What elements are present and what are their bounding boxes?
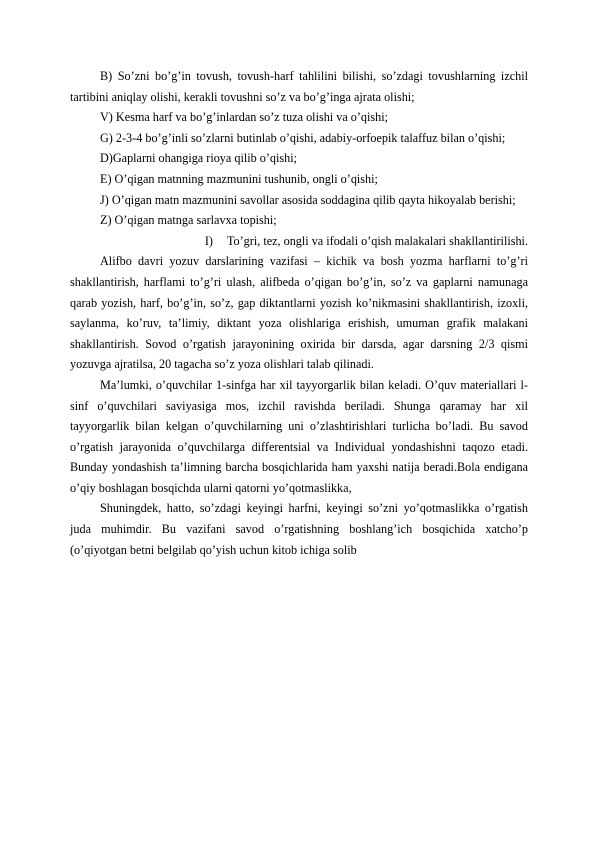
paragraph-alifbo: Alifbo davri yozuv darslarining vazifasi – kichik va bosh yozma harflarni to’g’ri shakllantirish, harflami to’g’ri ulash, alifbeda o’qigan bo’g’in, so’z va gaplarni namunaga qarab yozish, harf, bo’g’in, so’z, gap diktantlarni yozish ko’nikmasini shakllantirish, izoxli, saylanma, ko’ruv, ta’limiy, diktant yoza olishlariga erishish, umuman grafik malakani shakllantirish. Sovod o’rgatish jarayonining oxirida bir darsda, agar darsning 2/3 qismi yozuvga ajratilsa, 20 tagacha so’z yoza olishlari talab qilinadi. (70, 254, 528, 372)
paragraph-shuningdek: Shuningdek, hatto, so’zdagi keyingi harfni, keyingi so’zni yo’qotmaslikka o’rgatish juda muhimdir. Bu vazifani savod o’rgatishning boshlang’ich bosqichida xatcho’p (o’qiyotgan betni belgilab qo’yish uchun kitob ichiga solib (70, 501, 528, 557)
list-item-z: Z) O’qigan matnga sarlavxa topishi; (100, 213, 277, 228)
list-item-b: B) So’zni bo’g’in tovush, tovush-harf tahlilini bilishi, so’zdagi tovushlarning izchil tartibini aniqlay olishi, kerakli tovushni so’z va bo’g’inga ajrata olishi; (70, 69, 528, 104)
list-item-v: V) Kesma harf va bo’g’inlardan so’z tuza olishi va o’qishi; (100, 110, 389, 125)
section-heading-number: I) (204, 233, 213, 248)
section-heading-text: To’gri, tez, ongli va ifodali o’qish malakalari shakllantirilishi. (226, 233, 528, 248)
list-item-g: G) 2-3-4 bo’g’inli so’zlarni butinlab o’qishi, adabiy-orfoepik talaffuz bilan o’qishi; (100, 130, 506, 145)
section-heading (70, 231, 528, 252)
document-page (70, 66, 528, 560)
list-item-e: E) O’qigan matnning mazmunini tushunib, ongli o’qishi; (100, 171, 378, 186)
list-item-d: D)Gaplarni ohangiga rioya qilib o’qishi; (100, 151, 297, 166)
list-item-j: J) O’qigan matn mazmunini savollar asosida soddagina qilib qayta hikoyalab berishi; (100, 192, 516, 207)
paragraph-malumki: Ma’lumki, o’quvchilar 1-sinfga har xil tayyorgarlik bilan keladi. O’quv materiallari l-sinf o’quvchilari saviyasiga mos, izchil ravishda beriladi. Shunga qaramay har xil tayyorgarlik bilan kelgan o’quvchilarning uni o’zlashtirishlari turlicha bo’ladi. Bu savod o’rgatish jarayonida o’quvchilarga differentsial va Individual yondashishni taqozo etadi. Bunday yondashish ta’limning barcha bosqichlarida ham yaxshi natija beradi.Bola endigana o’qiy boshlagan bosqichda ularni qatorni yo’qotmaslikka, (70, 377, 528, 495)
